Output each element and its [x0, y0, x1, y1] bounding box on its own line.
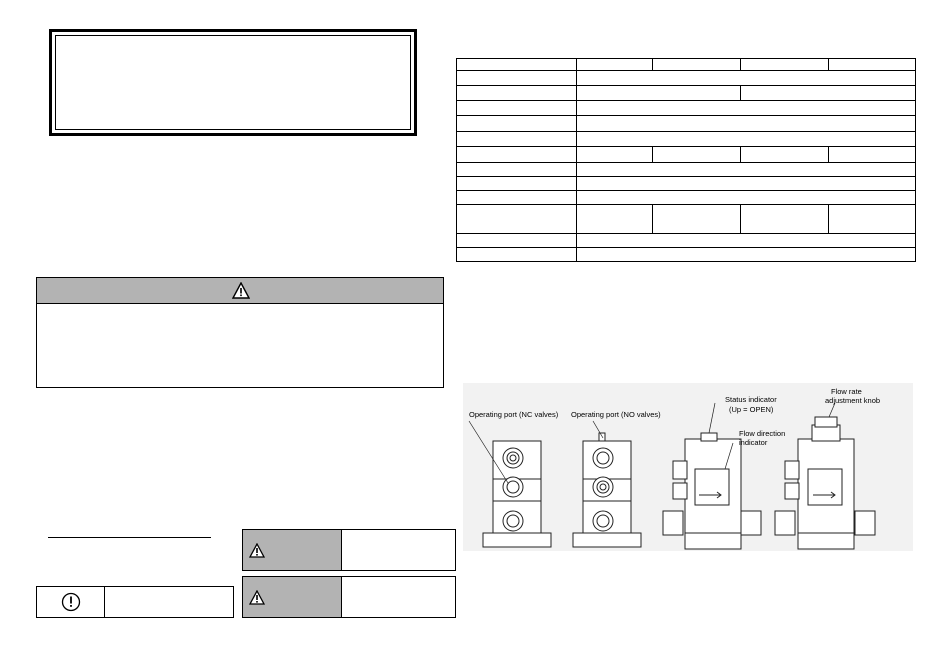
warning-panel-header [37, 278, 443, 304]
warning-panel [36, 277, 444, 388]
hazard-legend-box-1 [242, 529, 456, 571]
notice-legend-box [36, 586, 234, 618]
hazard-legend-icon-cell [243, 530, 342, 570]
label-op-port-nc: Operating port (NC valves) [469, 410, 559, 419]
hazard-legend-box-2 [242, 576, 456, 618]
label-status-indicator: Status indicator [725, 395, 777, 404]
label-status-up-open: (Up = OPEN) [729, 405, 774, 414]
label-flow-direction: Flow direction [739, 429, 786, 438]
hazard-legend-icon-cell [243, 577, 342, 617]
valve-drawings [463, 383, 913, 551]
notice-icon-cell [37, 587, 105, 617]
specification-table-grid [456, 58, 916, 262]
legend-heading-underline [48, 537, 211, 538]
exclamation-circle-icon [61, 592, 81, 612]
title-box-inner-border [55, 35, 411, 130]
label-flow-direction-2: indicator [739, 438, 768, 447]
label-op-port-no: Operating port (NO valves) [571, 410, 661, 419]
label-flow-rate-2: adjustment knob [825, 396, 881, 405]
valve-diagram [463, 383, 913, 551]
label-flow-rate: Flow rate [831, 387, 862, 396]
specification-table [456, 58, 916, 262]
title-box [49, 29, 417, 136]
warning-triangle-icon [249, 543, 265, 558]
warning-triangle-icon [232, 282, 250, 299]
warning-triangle-icon [249, 590, 265, 605]
